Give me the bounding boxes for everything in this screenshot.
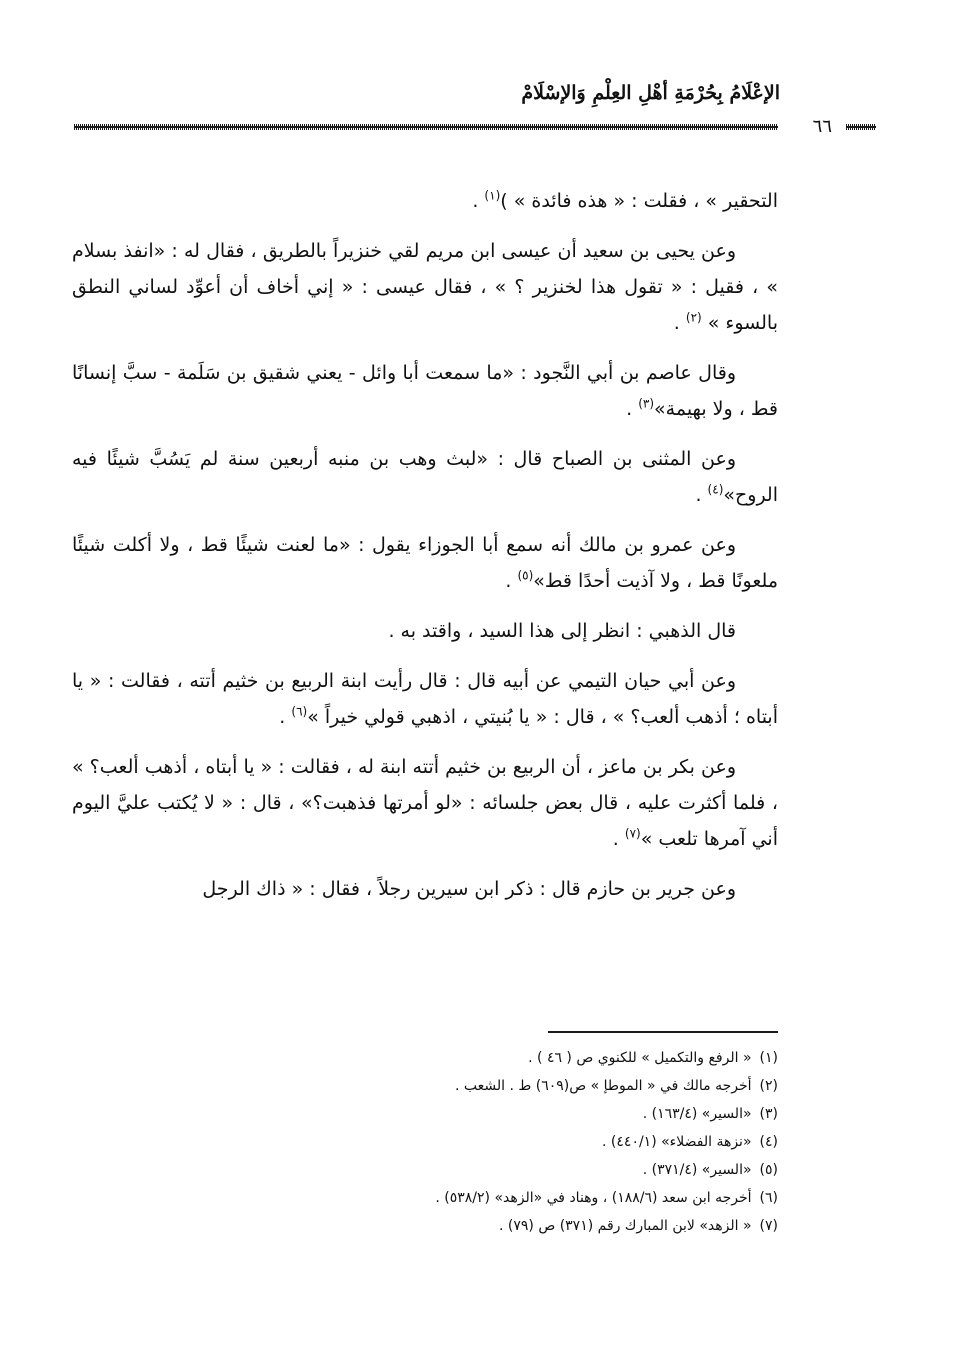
paragraph xyxy=(72,871,778,907)
footnote-separator xyxy=(548,1031,778,1033)
paragraph xyxy=(72,441,778,513)
footnote xyxy=(72,1100,778,1128)
footnote-text: «السير» (٣٧١/٤) . xyxy=(642,1162,752,1178)
header-rule xyxy=(74,124,778,130)
footnotes xyxy=(72,1044,778,1240)
footnote-reference: (٢) xyxy=(685,310,702,325)
paragraph xyxy=(72,749,778,857)
footnote-reference: (٧) xyxy=(624,826,641,841)
paragraph-text: وعن يحيى بن سعيد أن عيسى ابن مريم لقي خنزيراً بالطريق ، فقال له : «انفذ بسلام » ، فقيل : « تقول هذا لخنزير ؟ » ، فقال عيسى : « إني أخاف أن أعوِّد لساني النطق بالسوء » xyxy=(72,240,778,334)
footnote-number: (٣) xyxy=(759,1106,778,1122)
paragraph-text: وعن المثنى بن الصباح قال : «لبث وهب بن منبه أربعين سنة لم يَسُبَّ شيئًا فيه الروح» xyxy=(72,448,778,506)
paragraph-tail: . xyxy=(612,828,625,850)
main-text xyxy=(72,183,778,921)
footnote-reference: (٤) xyxy=(707,482,724,497)
paragraph-text: قال الذهبي : انظر إلى هذا السيد ، واقتد به . xyxy=(388,620,736,642)
paragraph-tail: . xyxy=(695,484,708,506)
footnote-reference: (٣) xyxy=(638,396,655,411)
paragraph xyxy=(72,663,778,735)
footnote-text: « الزهد» لابن المبارك رقم (٣٧١) ص (٧٩) . xyxy=(498,1218,752,1234)
paragraph-tail: . xyxy=(505,570,518,592)
header-rule-tail xyxy=(846,124,876,130)
footnote-reference: (١) xyxy=(484,188,501,203)
footnote-number: (٢) xyxy=(759,1078,778,1094)
footnote-number: (٥) xyxy=(759,1162,778,1178)
paragraph-text: وقال عاصم بن أبي النَّجود : «ما سمعت أبا وائل - يعني شقيق بن سَلَمة - سبَّ إنسانًا قط ، ولا بهيمة» xyxy=(72,362,778,420)
footnote-number: (٤) xyxy=(759,1134,778,1150)
paragraph-text: وعن بكر بن ماعز ، أن الربيع بن خثيم أتته ابنة له ، فقالت : « يا أبتاه ، أذهب ألعب؟ » ، فلما أكثرت عليه ، قال بعض جلسائه : «لو أمرتها فذهبت؟» ، قال : « لا يُكتب عليَّ اليوم أني آمرها تلعب » xyxy=(72,756,778,850)
footnote-reference: (٥) xyxy=(517,568,534,583)
paragraph-text: وعن جرير بن حازم قال : ذكر ابن سيرين رجلاً ، فقال : « ذاك الرجل xyxy=(202,878,736,900)
footnote-number: (٧) xyxy=(759,1218,778,1234)
paragraph xyxy=(72,183,778,219)
footnote-text: «السير» (١٦٣/٤) . xyxy=(642,1106,752,1122)
footnote xyxy=(72,1128,778,1156)
paragraph xyxy=(72,527,778,599)
footnote-reference: (٦) xyxy=(291,704,308,719)
paragraph-tail: . xyxy=(626,398,639,420)
paragraph-text: وعن أبي حيان التيمي عن أبيه قال : قال رأيت ابنة الربيع بن خثيم أتته ، فقالت : « يا أبتاه ؛ أذهب ألعب؟ » ، قال : « يا بُنيتي ، اذهبي قولي خيراً » xyxy=(72,670,778,728)
paragraph-text: التحقير » ، فقلت : « هذه فائدة » ) xyxy=(500,190,778,212)
footnote xyxy=(72,1212,778,1240)
page-number: ٦٦ xyxy=(812,116,832,137)
running-title: الإعْلَامُ بِحُرْمَةِ أهْلِ العِلْمِ وَالإسْلَامْ xyxy=(521,82,780,104)
footnote xyxy=(72,1072,778,1100)
footnote-number: (٦) xyxy=(759,1190,778,1206)
footnote-text: « الرفع والتكميل » للكنوي ص ( ٤٦ ) . xyxy=(528,1050,752,1066)
footnote-text: «نزهة الفضلاء» (٤٤٠/١) . xyxy=(602,1134,752,1150)
footnote xyxy=(72,1044,778,1072)
paragraph-tail: . xyxy=(472,190,485,212)
paragraph xyxy=(72,613,778,649)
footnote xyxy=(72,1184,778,1212)
footnote-text: أخرجه مالك في « الموطإ » ص(٦٠٩) ط . الشعب . xyxy=(454,1078,752,1094)
paragraph-tail: . xyxy=(673,312,686,334)
paragraph-tail: . xyxy=(279,706,292,728)
footnote-text: أخرجه ابن سعد (١٨٨/٦) ، وهناد في «الزهد» (٥٣٨/٢) . xyxy=(435,1190,752,1206)
paragraph xyxy=(72,233,778,341)
paragraph xyxy=(72,355,778,427)
paragraph-text: وعن عمرو بن مالك أنه سمع أبا الجوزاء يقول : «ما لعنت شيئًا قط ، ولا أكلت شيئًا ملعونًا قط ، ولا آذيت أحدًا قط» xyxy=(72,534,778,592)
footnote-number: (١) xyxy=(759,1050,778,1066)
footnote xyxy=(72,1156,778,1184)
